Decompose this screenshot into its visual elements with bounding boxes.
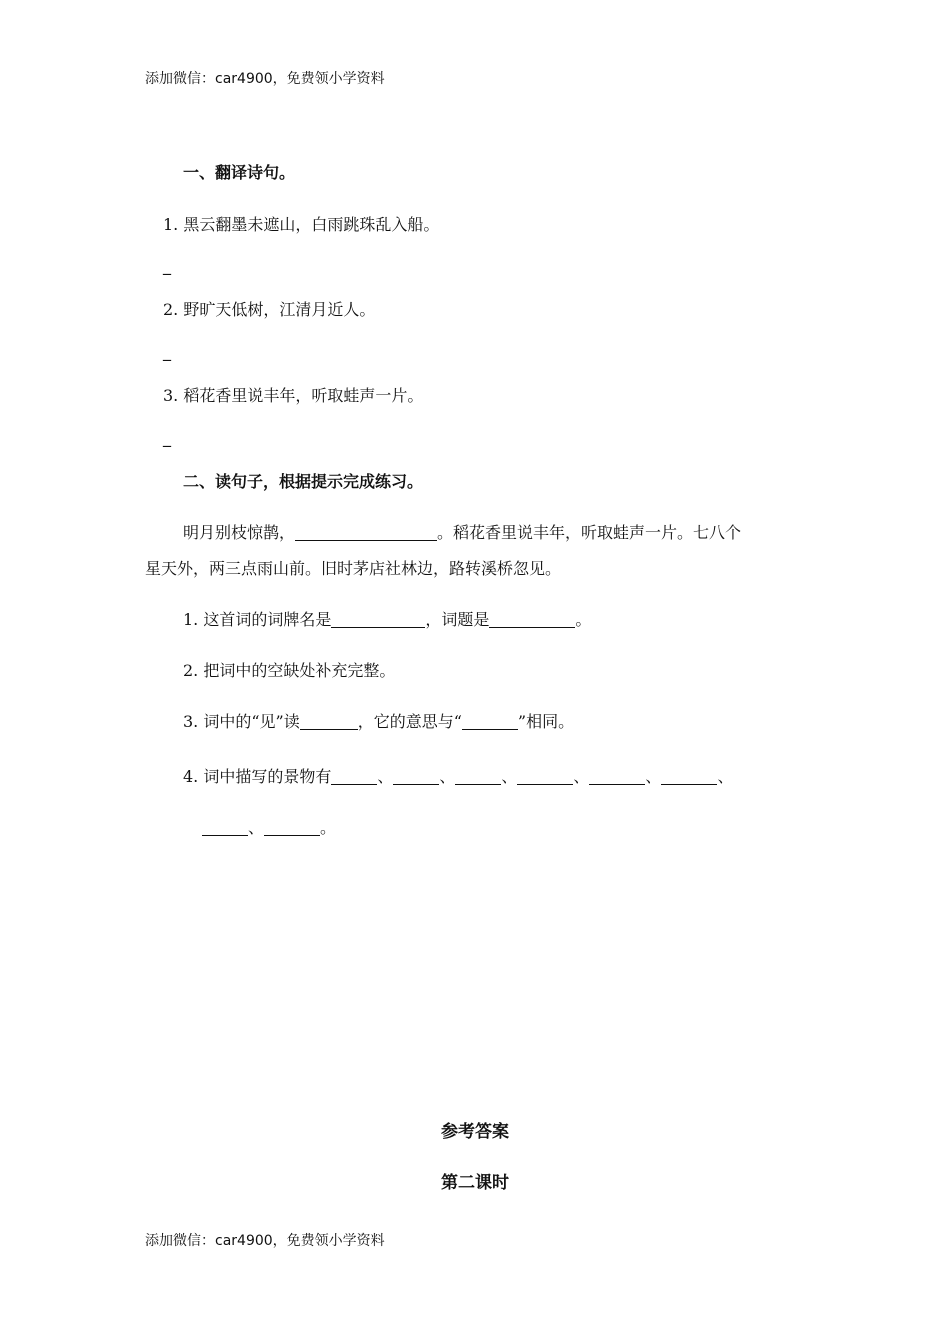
scenery-blank-2[interactable] xyxy=(393,768,439,785)
header-note: 添加微信：car4900，免费领小学资料 xyxy=(145,71,385,87)
question-1-text-b: ，词题是 xyxy=(425,610,490,629)
question-1-text-c: 。 xyxy=(575,610,592,629)
section1-title: 一、翻译诗句。 xyxy=(183,163,296,182)
pronunciation-blank[interactable] xyxy=(300,713,358,730)
answer-title: 参考答案 xyxy=(441,1122,509,1142)
question-2: 2. 把词中的空缺处补充完整。 xyxy=(183,661,396,680)
scenery-blank-3[interactable] xyxy=(455,768,501,785)
scenery-blank-1[interactable] xyxy=(331,768,377,785)
separator: 、 xyxy=(377,767,394,786)
question-3 xyxy=(183,709,574,732)
section2-title: 二、读句子，根据提示完成练习。 xyxy=(183,472,424,491)
poem-blank[interactable] xyxy=(295,524,437,541)
scenery-blank-5[interactable] xyxy=(589,768,645,785)
poem-part-1: 明月别枝惊鹊， xyxy=(183,523,296,542)
question-1-text-a: 1. 这首词的词牌名是 xyxy=(183,610,332,629)
footer-note: 添加微信：car4900，免费领小学资料 xyxy=(145,1233,385,1249)
answer-blank-2[interactable]: _ xyxy=(163,342,171,361)
question-4-text-a: 4. 词中描写的景物有 xyxy=(183,767,332,786)
question-3-text-c: ”相同。 xyxy=(517,712,575,731)
answer-blank-3[interactable]: _ xyxy=(163,428,171,447)
question-3-text-a: 3. 词中的“见”读 xyxy=(183,712,300,731)
separator: 、 xyxy=(573,767,590,786)
meaning-blank[interactable] xyxy=(462,713,518,730)
poem-line-2: 星天外，两三点雨山前。旧时茅店社林边，路转溪桥忽见。 xyxy=(145,559,562,578)
poem-part-2: 。稻花香里说丰年，听取蛙声一片。七八个 xyxy=(437,523,742,542)
separator: 、 xyxy=(439,767,456,786)
poem-line-1 xyxy=(183,520,741,543)
answer-blank-1[interactable]: _ xyxy=(163,256,171,275)
separator: 、 xyxy=(645,767,662,786)
question-3-text-b: ，它的意思与“ xyxy=(357,712,462,731)
ci-pai-name-blank[interactable] xyxy=(331,611,425,628)
ci-title-blank[interactable] xyxy=(489,611,575,628)
end-mark: 。 xyxy=(320,818,337,837)
separator: 、 xyxy=(248,818,265,837)
separator: 、 xyxy=(717,767,734,786)
separator: 、 xyxy=(501,767,518,786)
section1-item-1: 1. 黑云翻墨未遮山，白雨跳珠乱入船。 xyxy=(163,215,440,234)
answer-subtitle: 第二课时 xyxy=(441,1173,509,1193)
scenery-blank-7[interactable] xyxy=(202,819,248,836)
section1-item-3: 3. 稻花香里说丰年，听取蛙声一片。 xyxy=(163,386,424,405)
section1-item-2: 2. 野旷天低树，江清月近人。 xyxy=(163,300,376,319)
scenery-blank-4[interactable] xyxy=(517,768,573,785)
question-4-continued xyxy=(202,815,336,838)
scenery-blank-6[interactable] xyxy=(661,768,717,785)
scenery-blank-8[interactable] xyxy=(264,819,320,836)
question-1 xyxy=(183,607,591,630)
question-4 xyxy=(183,764,733,787)
